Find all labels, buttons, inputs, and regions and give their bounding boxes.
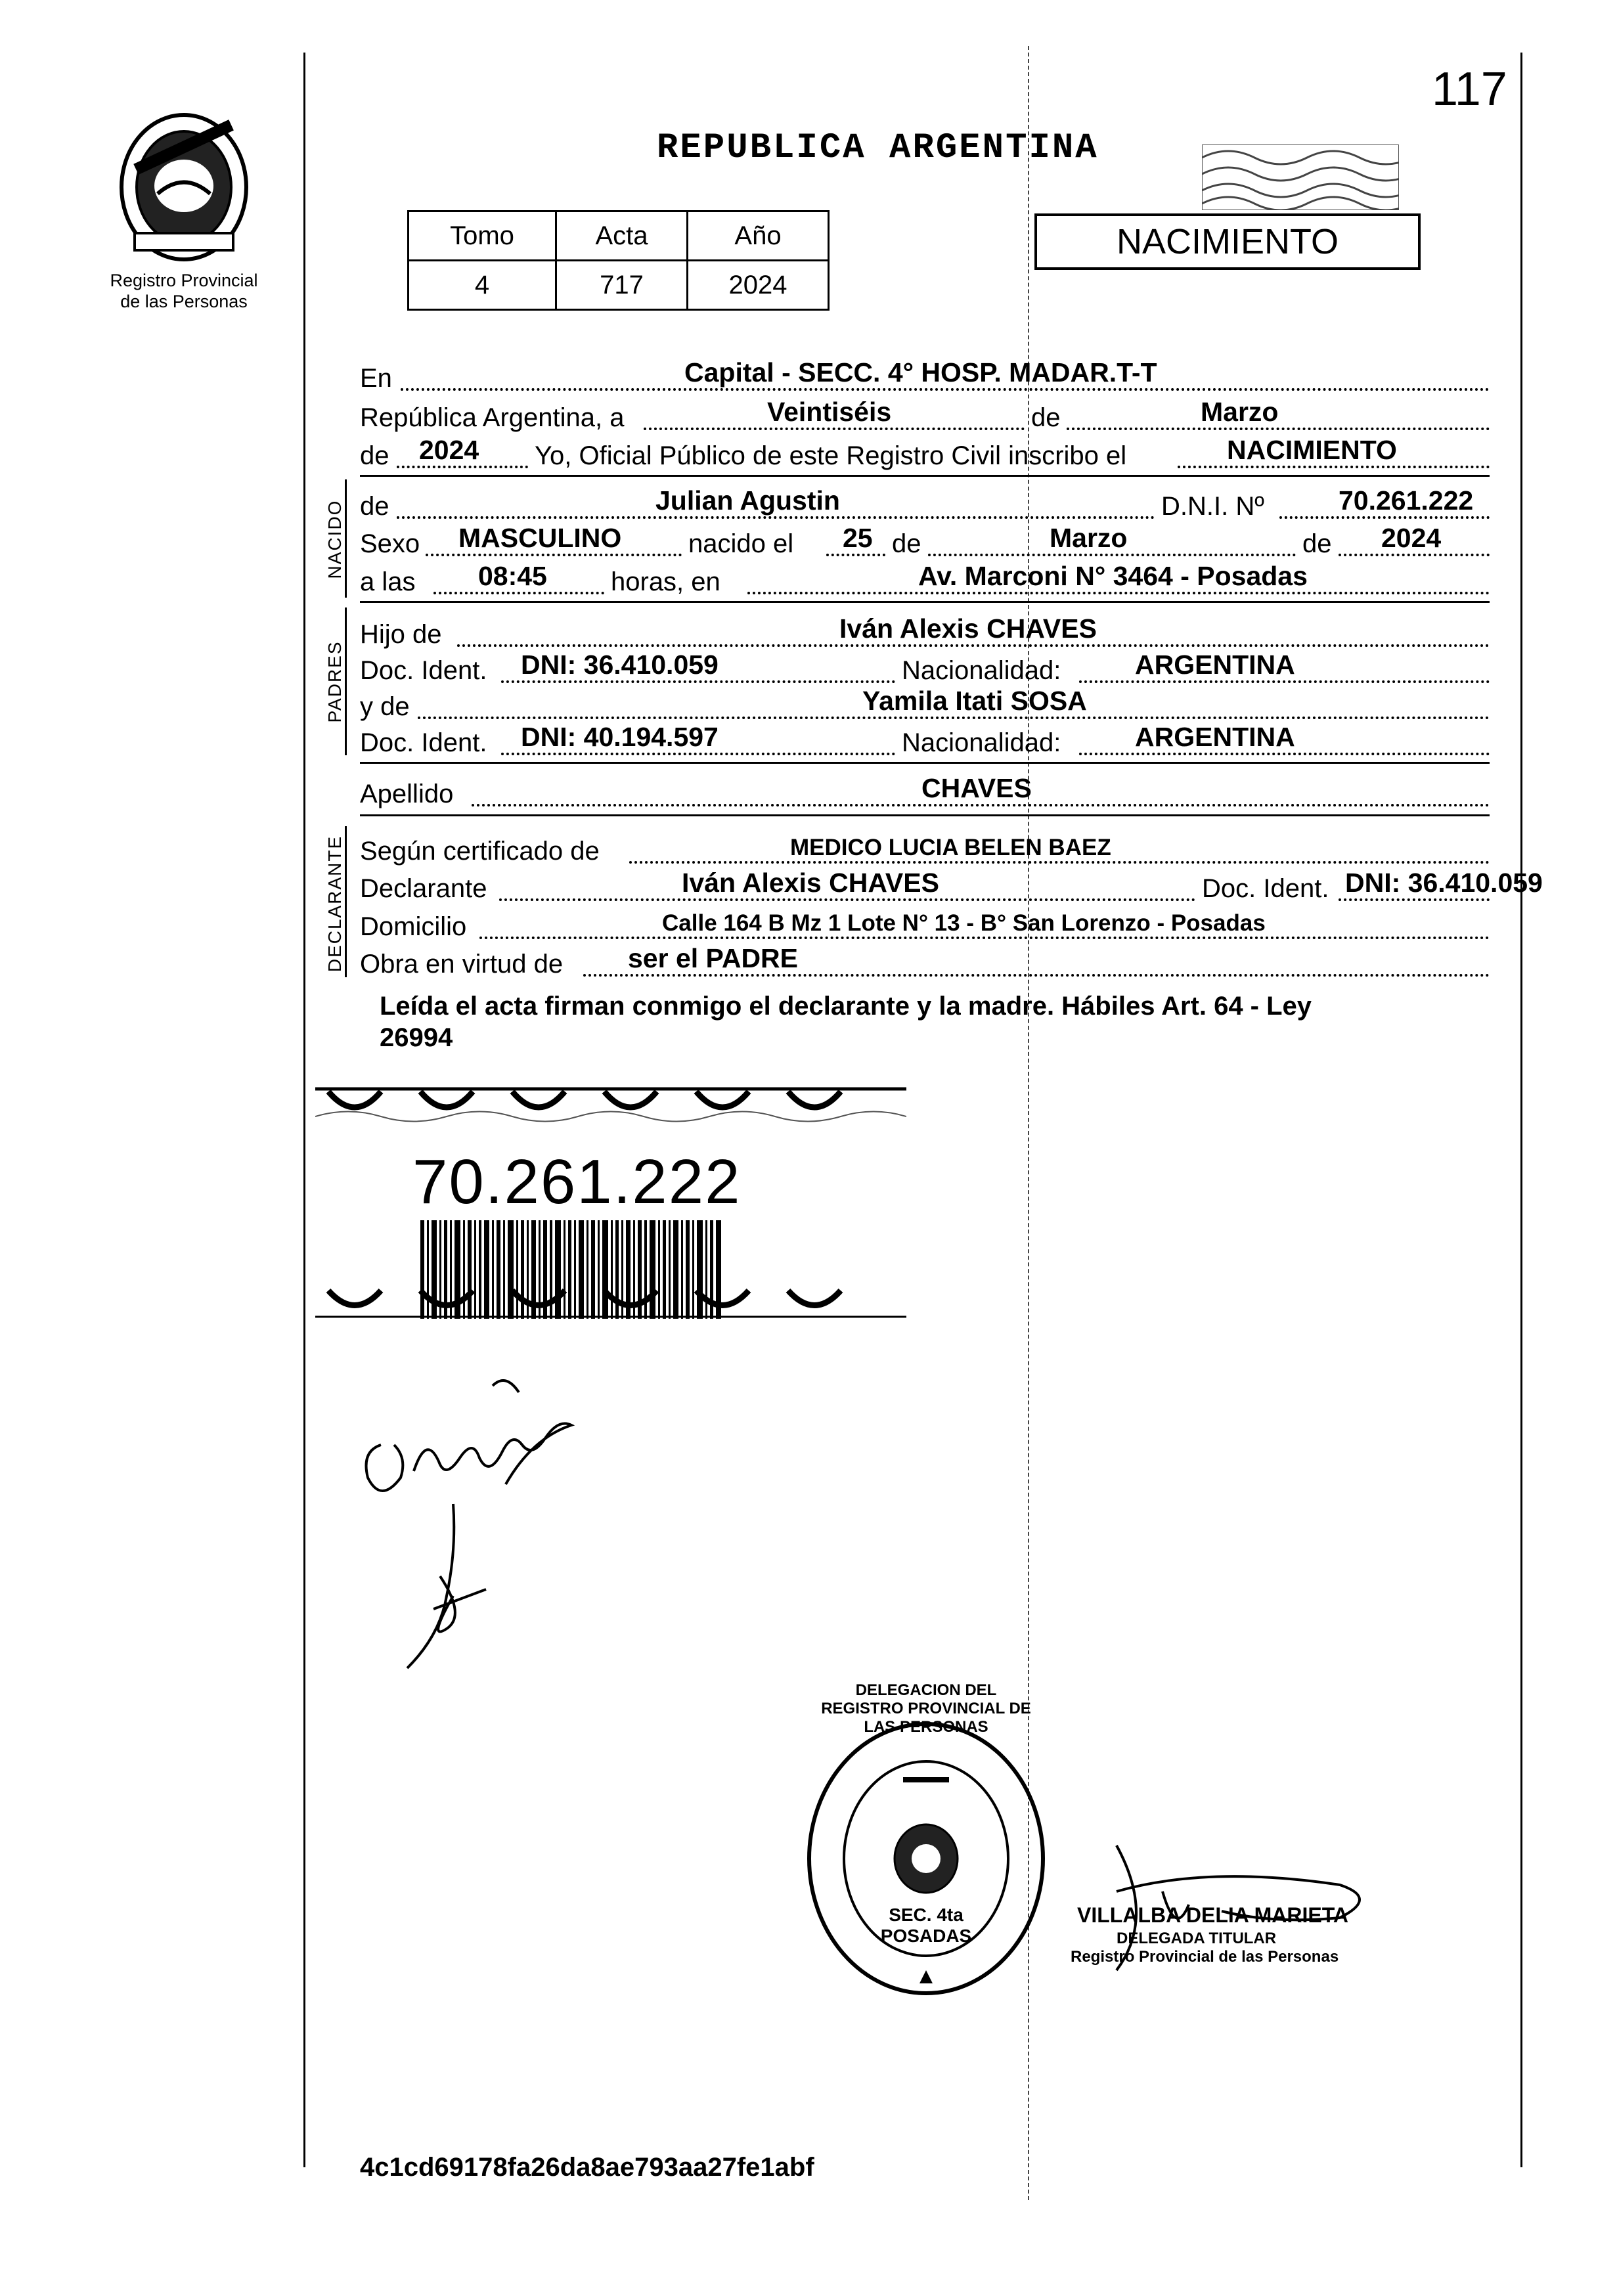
label-republica: República Argentina, a [360,403,625,432]
label-apellido: Apellido [360,780,454,808]
registry-name-line2: de las Personas [120,292,248,311]
value-madre-dni: DNI: 40.194.597 [521,722,719,752]
value-nombre: Julian Agustin [655,485,840,516]
value-declarante: Iván Alexis CHAVES [682,868,939,898]
side-label-declarante: DECLARANTE [324,835,345,973]
value-madre: Yamila Itati SOSA [862,686,1087,716]
document-hash: 4c1cd69178fa26da8ae793aa27fe1abf [360,2153,814,2182]
value-obra: ser el PADRE [628,943,799,973]
closing-line-1: Leída el acta firman conmigo el declarante y la madre. Hábiles Art. 64 - Ley [380,992,1312,1021]
row-madre [360,686,1490,726]
mother-signature [388,1497,519,1694]
row-nombre [360,486,1490,525]
row-padre [360,614,1490,653]
row-domicilio [360,906,1490,946]
label-doc-ident-madre: Doc. Ident. [360,728,487,757]
province-seal [112,108,256,266]
row-inscripcion [360,435,1490,475]
label-y-de: y de [360,692,410,721]
table-header-tomo: Tomo [409,211,556,261]
official-institution: Registro Provincial de las Personas [1071,1948,1339,1966]
label-a-las: a las [360,567,416,596]
value-anio-nac: 2024 [1381,523,1442,553]
row-madre-doc [360,722,1490,762]
label-de-anio: de [360,441,389,470]
country-title: REPUBLICA ARGENTINA [657,128,1099,168]
official-name: VILLALBA DELIA MARIETA [1077,1903,1348,1927]
row-fecha [360,397,1490,437]
value-mes-nac: Marzo [1050,523,1128,553]
label-doc-ident-declarante: Doc. Ident. [1202,874,1329,903]
left-border-line [303,53,305,2167]
label-nacionalidad-padre: Nacionalidad: [902,656,1061,685]
office-stamp [805,1721,1048,1997]
table-value-anio: 2024 [688,261,829,310]
label-domicilio: Domicilio [360,912,467,941]
declarant-signature [342,1346,604,1517]
label-declarante: Declarante [360,874,487,903]
table-header-anio: Año [688,211,829,261]
label-hijo-de: Hijo de [360,620,442,649]
row-apellido [360,774,1490,813]
value-padre-dni: DNI: 36.410.059 [521,650,719,680]
security-band-bottom [315,1281,906,1327]
value-lugar-nac: Av. Marconi N° 3464 - Posadas [918,561,1308,591]
registry-name-line1: Registro Provincial [110,271,258,290]
value-sexo: MASCULINO [458,523,622,553]
label-nacionalidad-madre: Nacionalidad: [902,728,1061,757]
label-de-mes: de [1031,403,1061,432]
row-declarante [360,868,1543,908]
table-header-acta: Acta [556,211,688,261]
table-value-tomo: 4 [409,261,556,310]
row-padre-doc [360,650,1490,690]
barcode-number: 70.261.222 [412,1147,742,1217]
value-dia-palabra: Veintiséis [767,397,892,427]
side-label-nacido: NACIDO [324,499,345,579]
label-yo-oficial: Yo, Oficial Público de este Registro Civil inscribo el [535,441,1127,470]
page-number: 117 [1432,63,1507,116]
separator-4 [360,814,1490,816]
form-type-label: NACIMIENTO [1116,222,1339,261]
right-border-line [1520,53,1522,2167]
value-apellido: CHAVES [921,773,1032,803]
form-type-box [1034,213,1421,270]
value-lugar: Capital - SECC. 4° HOSP. MADAR.T-T [684,357,1157,387]
value-declarante-dni: DNI: 36.410.059 [1345,868,1543,898]
label-horas-en: horas, en [611,567,720,596]
row-obra [360,944,1490,983]
value-madre-nac: ARGENTINA [1135,722,1295,752]
label-de-mes-nac: de [892,529,921,558]
row-sexo [360,523,1490,563]
label-dni: D.N.I. Nº [1161,492,1264,521]
closing-line-2: 26994 [380,1023,453,1052]
label-sexo: Sexo [360,529,420,558]
label-obra: Obra en virtud de [360,950,564,979]
label-segun: Según certificado de [360,837,600,866]
value-hora: 08:45 [478,561,547,591]
label-de-nombre: de [360,492,389,521]
value-dni: 70.261.222 [1339,485,1474,516]
security-band-top [315,1077,906,1123]
row-hora [360,562,1490,601]
stamp-inner-text: SEC. 4ta POSADAS [880,1905,972,1946]
value-domicilio: Calle 164 B Mz 1 Lote N° 13 - B° San Lorenzo - Posadas [662,910,1266,936]
separator-2 [360,601,1490,603]
value-padre-nac: ARGENTINA [1135,650,1295,680]
value-certificado: MEDICO LUCIA BELEN BAEZ [790,835,1111,860]
value-anio: 2024 [419,435,479,465]
row-certificado [360,831,1490,870]
separator-1 [360,475,1490,477]
row-lugar [360,358,1490,397]
value-tipo: NACIMIENTO [1227,435,1397,465]
official-role: DELEGADA TITULAR [1117,1930,1277,1947]
value-dia-nac: 25 [843,523,873,553]
label-nacido-el: nacido el [688,529,794,558]
record-table [407,210,830,311]
label-en: En [360,364,392,393]
stamp-ring-text: DELEGACION DEL REGISTRO PROVINCIAL DE LAS PERSONAS [821,1681,1031,1736]
side-label-padres: PADRES [324,640,345,723]
value-padre: Iván Alexis CHAVES [839,613,1097,644]
label-doc-ident-padre: Doc. Ident. [360,656,487,685]
security-ornament [1202,144,1399,210]
label-de-anio-nac: de [1302,529,1332,558]
separator-3 [360,762,1490,764]
value-mes: Marzo [1201,397,1279,427]
table-value-acta: 717 [556,261,688,310]
